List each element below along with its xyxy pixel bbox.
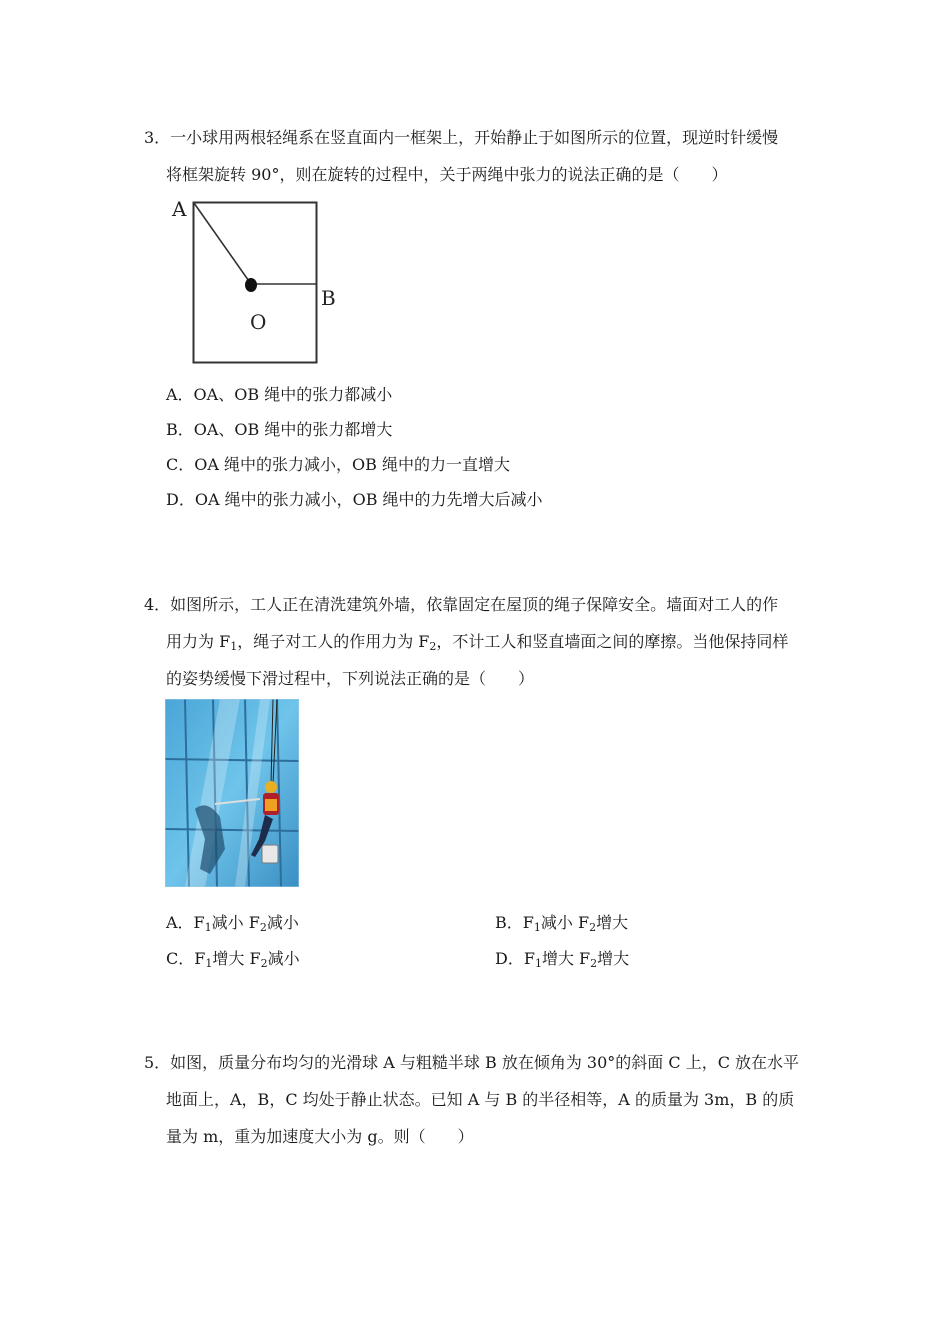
ball xyxy=(245,278,257,292)
label-o: O xyxy=(250,310,267,334)
label-b: B xyxy=(321,286,336,310)
q4-option-c[interactable]: C．$F_1$增大 $F_2$减小 xyxy=(166,949,300,970)
q4-stem-line1: 4．如图所示，工人正在清洗建筑外墙，依靠固定在屋顶的绳子保障安全。墙面对工人的作 xyxy=(144,595,779,614)
q4-option-a[interactable]: A．$F_1$减小 $F_2$减小 xyxy=(166,913,299,934)
q3-option-a[interactable]: A．OA、OB 绳中的张力都减小 xyxy=(166,385,393,404)
rope-oa xyxy=(194,203,251,284)
q3-frame-figure xyxy=(164,196,354,368)
q4-stem-line2: 用力为 $F_1$，绳子对工人的作用力为 $F_2$，不计工人和竖直墙面之间的摩擦。当他保持同样 xyxy=(166,632,789,653)
q4-stem-line3: 的姿势缓慢下滑过程中，下列说法正确的是（ ） xyxy=(166,669,535,688)
label-a: A xyxy=(172,197,187,221)
q3-option-c[interactable]: C．OA 绳中的张力减小，OB 绳中的力一直增大 xyxy=(166,455,510,474)
q5-stem-line2: 地面上，A，B，C 均处于静止状态。已知 A 与 B 的半径相等，A 的质量为 3m，B 的质 xyxy=(166,1090,795,1109)
q4-option-d[interactable]: D．$F_1$增大 $F_2$增大 xyxy=(495,949,630,970)
q4-option-b[interactable]: B．$F_1$减小 $F_2$增大 xyxy=(495,913,629,934)
q3-option-d[interactable]: D．OA 绳中的张力减小，OB 绳中的力先增大后减小 xyxy=(166,490,543,509)
q3-stem-line2: 将框架旋转 90°，则在旋转的过程中，关于两绳中张力的说法正确的是（ ） xyxy=(166,165,728,184)
q5-stem-line1: 5．如图，质量分布均匀的光滑球 A 与粗糙半球 B 放在倾角为 30°的斜面 C 上，C 放在水平 xyxy=(144,1053,800,1072)
q5-stem-line3: 量为 m，重为加速度大小为 g。则（ ） xyxy=(166,1127,474,1146)
q4-window-cleaner-photo xyxy=(165,699,299,887)
q3-option-b[interactable]: B．OA、OB 绳中的张力都增大 xyxy=(166,420,393,439)
q3-stem-line1: 3．一小球用两根轻绳系在竖直面内一框架上，开始静止于如图所示的位置，现逆时针缓慢 xyxy=(144,128,779,147)
